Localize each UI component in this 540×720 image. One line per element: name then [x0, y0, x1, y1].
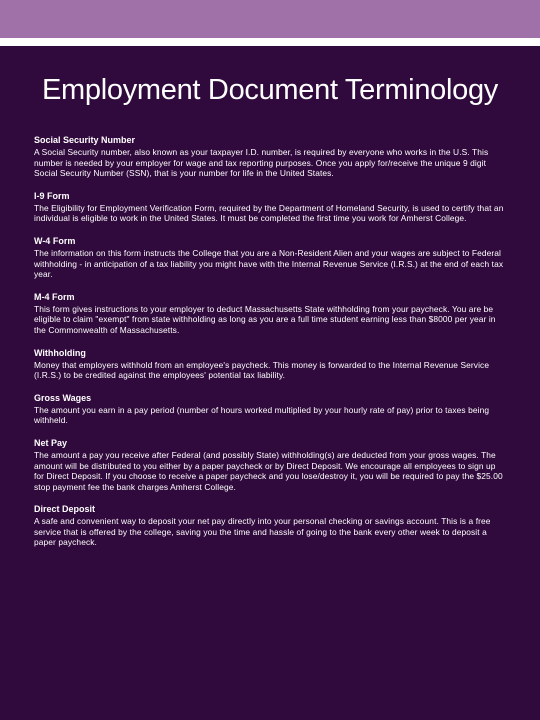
term-m4-form — [34, 292, 508, 336]
term-social-security-number — [34, 135, 508, 179]
term-definition: The amount you earn in a pay period (number of hours worked multiplied by your hourly rate of pay) prior to taxes being withheld. — [34, 404, 490, 426]
term-title: M-4 Form — [34, 291, 75, 302]
term-title: Net Pay — [34, 437, 68, 448]
term-title: Social Security Number — [34, 135, 136, 145]
term-i9-form — [34, 191, 508, 224]
term-definition: The Eligibility for Employment Verification Form, required by the Department of Homeland Security, is used to certify that an individual is eligible to work in the United States. It must be completed the first time you work for Amherst College. — [34, 202, 504, 224]
term-definition: A Social Security number, also known as your taxpayer I.D. number, is required by everyone who works in the U.S. This number is needed by your employer for wage and tax reporting purposes. Once you apply for/receive the unique 9 digit Social Security Number (SSN), that is your number for life in the United States. — [34, 147, 489, 179]
term-withholding — [34, 348, 508, 381]
terms-list — [34, 135, 508, 560]
header-band — [0, 0, 540, 38]
header-divider — [0, 38, 540, 46]
term-title: Gross Wages — [34, 392, 92, 403]
term-definition: This form gives instructions to your employer to deduct Massachusetts State withholding from your paycheck. You are be eligible to claim "exempt" from state withholding as long as you are a full time student earning less than $8000 per year in the Commonwealth of Massachusetts. — [34, 303, 496, 335]
page-title: Employment Document Terminology — [42, 74, 498, 107]
term-definition: The information on this form instructs the College that you are a Non-Resident Alien and your wages are subject to Federal withholding - in anticipation of a tax liability you might have with the Internal Revenue Service (I.R.S.) at the end of each tax year. — [34, 247, 504, 280]
term-gross-wages — [34, 393, 508, 426]
term-title: W-4 Form — [34, 235, 76, 246]
term-definition: Money that employers withhold from an employee's paycheck. This money is forwarded to the Internal Revenue Service (I.R.S.) to be credited against the employees' potential tax liability. — [34, 359, 490, 381]
term-title: Direct Deposit — [34, 504, 96, 515]
term-net-pay — [34, 438, 508, 492]
term-definition: A safe and convenient way to deposit your net pay directly into your personal checking or savings account. This is a free service that is offered by the college, saving you the time and hassle of going to the bank every other week to deposit a paper paycheck. — [34, 516, 491, 548]
term-title: Withholding — [34, 347, 86, 358]
term-definition: The amount a pay you receive after Federal (and possibly State) withholding(s) are deducted from your gross wages. The amount will be distributed to you either by a paper paycheck or by Direct Deposit. We encourage all employees to sign up for Direct Deposit. If you choose to receive a paper paycheck and you lose/destroy it, you will be required to pay the $25.00 stop payment fee the bank charges Amherst College. — [34, 449, 503, 492]
term-title: I-9 Form — [34, 190, 70, 201]
term-direct-deposit — [34, 504, 508, 548]
term-w4-form — [34, 236, 508, 280]
